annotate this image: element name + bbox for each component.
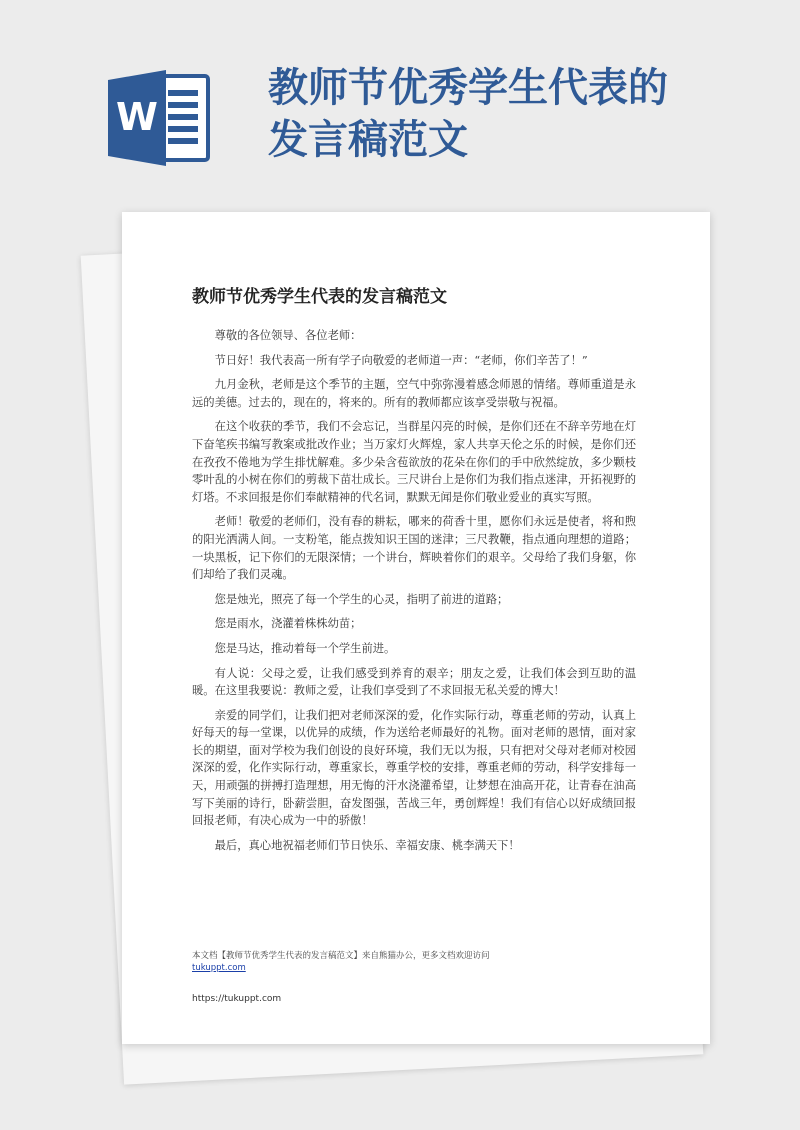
paragraph: 您是雨水，浇灌着株株幼苗； [214,617,362,631]
paragraph: 尊敬的各位领导、各位老师： [214,329,362,342]
paragraph: 最后，真心地祝福老师们节日快乐、幸福安康、桃李满天下！ [214,838,520,852]
footer-note [192,950,652,974]
document-title: 教师节优秀学生代表的发言稿范文 [192,287,447,307]
paragraph: 您是烛光，照亮了每一个学生的心灵，指明了前进的道路； [214,592,509,606]
document-body [192,327,636,861]
title-line-1: 教师节优秀学生代表的 [268,65,668,111]
footer-link[interactable]: tukuppt.com [192,963,246,973]
document-page [122,212,710,1044]
paragraph: 节日好！我代表高一所有学子向敬爱的老师道一声：“老师，你们辛苦了！” [214,353,588,367]
word-document-icon [108,68,212,168]
paragraph: 有人说：父母之爱，让我们感受到养育的艰辛；朋友之爱，让我们体会到互助的温暖。在这里我要说：教师之爱，让我们享受到了不求回报无私关爱的博大！ [192,666,636,698]
paragraph: 亲爱的同学们，让我们把对老师深深的爱，化作实际行动，尊重老师的劳动，认真上好每天的每一堂课，以优异的成绩，作为送给老师最好的礼物。面对老师的恩情，面对家长的期望，面对学校为我们创设的良好环境，我们无以为报，只有把对父母对老师对校园深深的爱，化作实际行动，尊重家长，尊重学校的安排，尊重老师的劳动，科学安排每一天，用顽强的拼搏打造理想，用无悔的汗水浇灌希望，让梦想在油高开花，让青春在油高写下美丽的诗行，卧薪尝胆，奋发图强，苦战三年，勇创辉煌！我们有信心以好成绩回报回报老师，有决心成为一中的骄傲！ [192,708,636,828]
footer-url[interactable]: https://tukuppt.com [192,994,282,1004]
paragraph: 九月金秋，老师是这个季节的主题，空气中弥弥漫着感念师恩的情绪。尊师重道是永远的美德。过去的，现在的，将来的。所有的教师都应该享受崇敬与祝福。 [192,378,636,409]
svg-text:W: W [116,95,158,139]
paragraph: 老师！敬爱的老师们，没有春的耕耘，哪来的荷香十里，愿你们永远是使者，将和煦的阳光洒满人间。一支粉笔，能点拨知识王国的迷津；三尺教鞭，指点通向理想的道路；一块黑板，记下你们的无限深情；一个讲台，辉映着你们的艰辛。父母给了我们身躯，你们却给了我们灵魂。 [192,515,636,582]
title-line-2: 发言稿范文 [268,117,468,163]
paragraph: 在这个收获的季节，我们不会忘记，当群星闪亮的时候，是你们还在不辞辛劳地在灯下奋笔疾书编写教案或批改作业；当万家灯火辉煌，家人共享天伦之乐的时候，是你们还在孜孜不倦地为学生排忧解难。多少朵含苞欲放的花朵在你们的手中欣然绽放，多少颗枝零叶乱的小树在你们的剪裁下苗壮成长。三尺讲台上是你们为我们指点迷津，开拓视野的灯塔。不求回报是你们奉献精神的代名词，默默无闻是你们敬业爱业的真实写照。 [192,420,636,504]
page-title [268,62,788,166]
paragraph: 您是马达，推动着每一个学生前进。 [214,641,396,655]
footer-note-text: 本文档【教师节优秀学生代表的发言稿范文】来自熊猫办公，更多文档欢迎访问 [192,951,490,961]
